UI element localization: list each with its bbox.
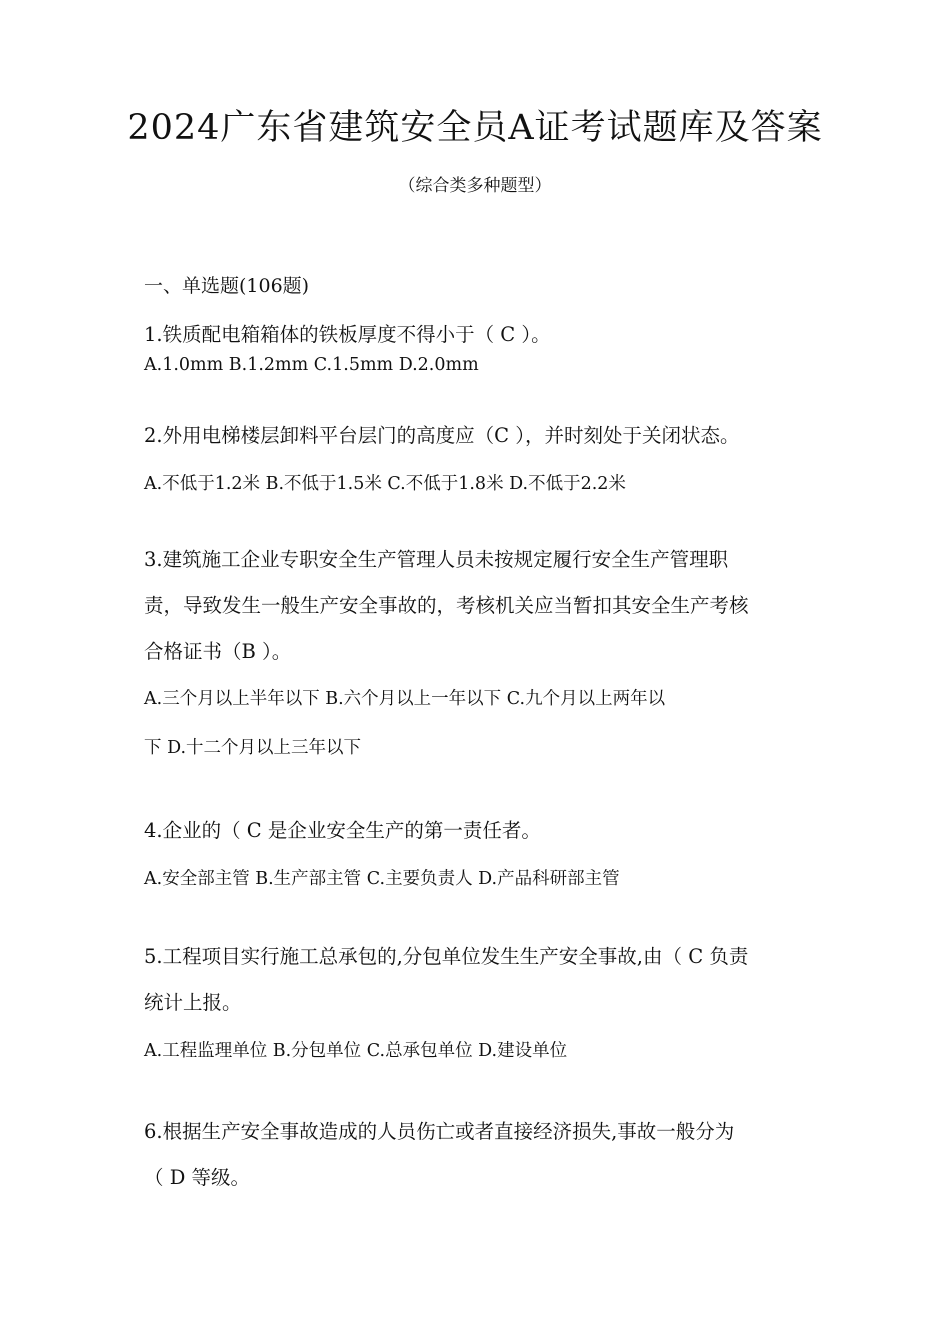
question-options: A.安全部主管 B.生产部主管 C.主要负责人 D.产品科研部主管 — [144, 869, 620, 889]
question-options: A.工程监理单位 B.分包单位 C.总承包单位 D.建设单位 — [144, 1041, 568, 1061]
question-text-line: 5.工程项目实行施工总承包的,分包单位发生生产安全事故,由（ C 负责 — [144, 945, 749, 968]
question-text-line: 6.根据生产安全事故造成的人员伤亡或者直接经济损失,事故一般分为 — [144, 1120, 735, 1143]
question-6 — [144, 1109, 812, 1201]
question-2 — [144, 413, 812, 509]
question-text-line: （ D 等级。 — [144, 1166, 251, 1189]
section-heading: 一、单选题(106题) — [144, 275, 310, 297]
question-options: A.1.0mm B.1.2mm C.1.5mm D.2.0mm — [144, 355, 479, 375]
question-text: 1.铁质配电箱箱体的铁板厚度不得小于（ C ）。 — [144, 323, 551, 346]
question-text-line: 3.建筑施工企业专职安全生产管理人员未按规定履行安全生产管理职 — [144, 548, 729, 571]
question-text: 4.企业的（ C 是企业安全生产的第一责任者。 — [144, 819, 541, 842]
question-text-line: 统计上报。 — [144, 991, 242, 1014]
question-text-line: 责，导致发生一般生产安全事故的，考核机关应当暂扣其安全生产考核 — [144, 594, 749, 617]
question-options-line: 下 D.十二个月以上三年以下 — [144, 738, 362, 758]
question-4 — [144, 808, 812, 904]
document-title: 2024广东省建筑安全员A证考试题库及答案 — [127, 108, 823, 148]
document-subtitle: （综合类多种题型） — [398, 176, 552, 196]
question-text-line: 合格证书（B ）。 — [144, 640, 292, 663]
question-5 — [144, 934, 812, 1076]
question-1 — [144, 312, 812, 380]
question-options-line: A.三个月以上半年以下 B.六个月以上一年以下 C.九个月以上两年以 — [144, 689, 666, 709]
question-text: 2.外用电梯楼层卸料平台层门的高度应（C ），并时刻处于关闭状态。 — [144, 424, 740, 447]
question-3 — [144, 537, 812, 773]
question-options: A.不低于1.2米 B.不低于1.5米 C.不低于1.8米 D.不低于2.2米 — [144, 474, 626, 494]
